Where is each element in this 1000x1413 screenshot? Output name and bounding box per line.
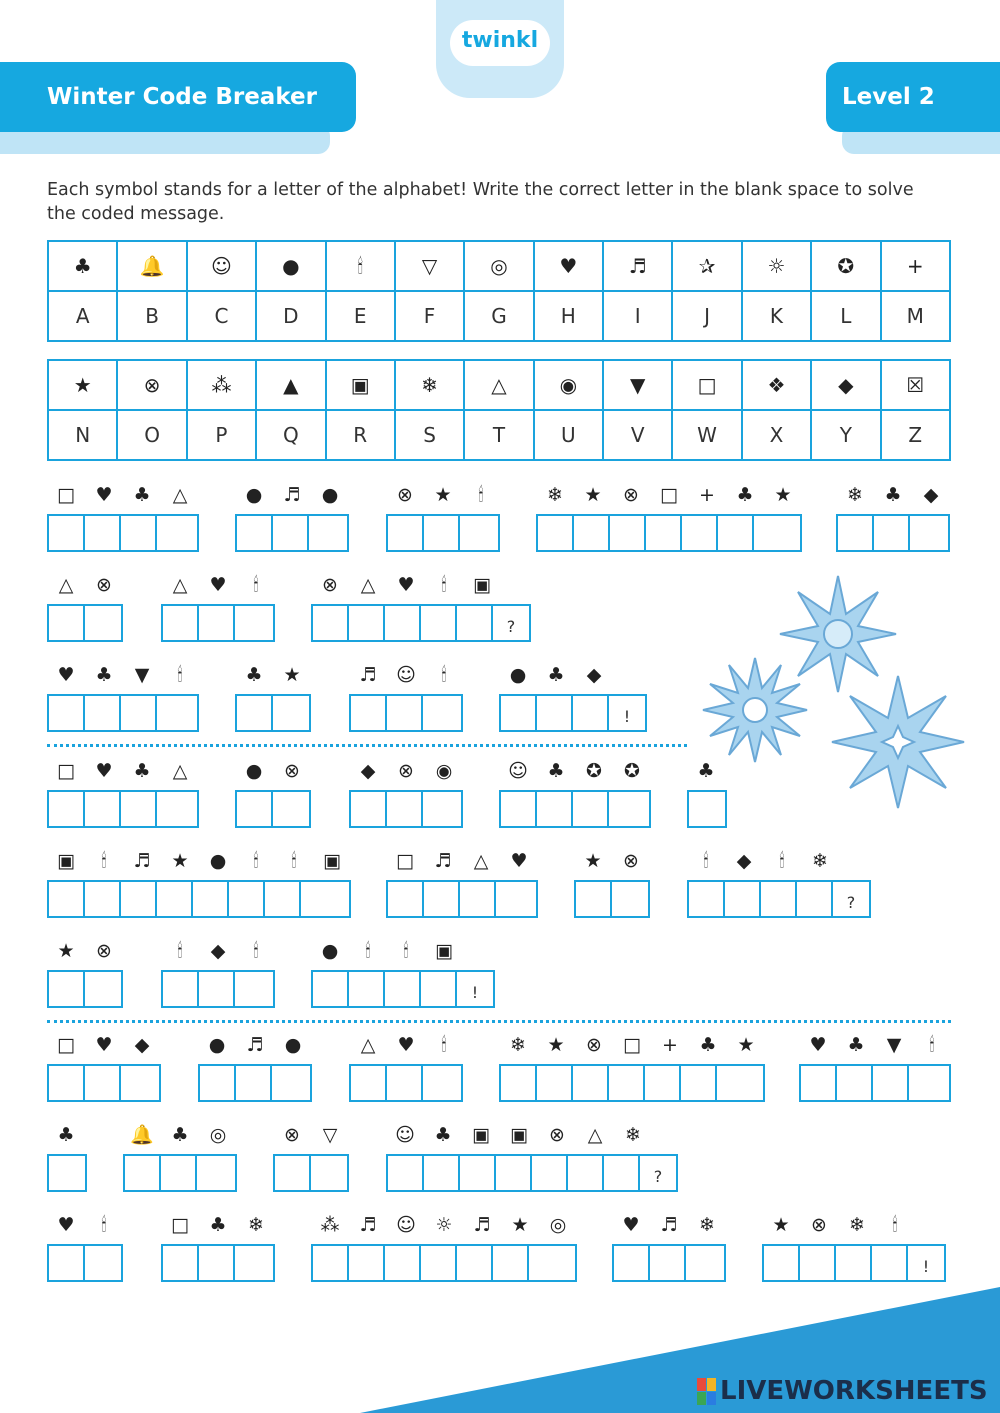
key-symbol: ✪ xyxy=(811,241,880,291)
code-symbol: ● xyxy=(321,484,339,506)
code-symbol: ♣ xyxy=(699,1034,717,1056)
key-symbol: ♬ xyxy=(603,241,672,291)
key-letter: I xyxy=(603,291,672,341)
code-symbol: ♬ xyxy=(359,1214,377,1236)
code-symbol: ◉ xyxy=(435,760,453,782)
key-letter: K xyxy=(742,291,811,341)
code-symbol: ● xyxy=(208,1034,226,1056)
code-symbol: ♣ xyxy=(736,484,754,506)
code-symbol: ☺ xyxy=(396,1214,416,1236)
key-letter: W xyxy=(672,410,741,460)
code-symbol: ♣ xyxy=(171,1124,189,1146)
code-symbol: ♣ xyxy=(133,484,151,506)
key-symbol: ☼ xyxy=(742,241,811,291)
code-symbol: ◆ xyxy=(210,940,226,962)
code-symbol: 🕯 xyxy=(441,664,447,686)
code-symbol: ♥ xyxy=(57,664,75,686)
key-letter: U xyxy=(534,410,603,460)
code-symbol: 🕯 xyxy=(779,850,785,872)
code-symbol: ❄ xyxy=(849,1214,865,1236)
code-symbol: △ xyxy=(58,574,74,596)
code-symbol: ♣ xyxy=(697,760,715,782)
code-symbol: ▽ xyxy=(322,1124,338,1146)
code-symbol: ◎ xyxy=(549,1214,567,1236)
key-symbol: ☒ xyxy=(881,360,951,410)
code-symbol: ✪ xyxy=(624,760,640,782)
code-symbol: ◆ xyxy=(923,484,939,506)
code-symbol: ♥ xyxy=(397,1034,415,1056)
key-letter: D xyxy=(256,291,325,341)
punctuation-box: ? xyxy=(506,617,516,636)
code-symbol: ♬ xyxy=(283,484,301,506)
key-symbol: ◎ xyxy=(464,241,533,291)
code-symbol: ❄ xyxy=(547,484,563,506)
code-symbol: 🕯 xyxy=(291,850,297,872)
key-symbol: △ xyxy=(464,360,533,410)
code-symbol: ● xyxy=(284,1034,302,1056)
key-symbol: ● xyxy=(256,241,325,291)
code-symbol: 🕯 xyxy=(177,940,183,962)
code-symbol: ♣ xyxy=(434,1124,452,1146)
code-symbol: ⊗ xyxy=(623,850,639,872)
code-symbol: ❄ xyxy=(510,1034,526,1056)
code-symbol: □ xyxy=(57,484,75,506)
code-symbol: ♣ xyxy=(133,760,151,782)
code-symbol: ♥ xyxy=(809,1034,827,1056)
code-symbol: 🕯 xyxy=(703,850,709,872)
code-symbol: ⊗ xyxy=(96,574,112,596)
code-symbol: ● xyxy=(245,484,263,506)
key-letter: S xyxy=(395,410,464,460)
key-letter: V xyxy=(603,410,672,460)
key-symbol: ◆ xyxy=(811,360,880,410)
code-symbol: ● xyxy=(509,664,527,686)
code-symbol: ⊗ xyxy=(811,1214,827,1236)
code-symbol: ♥ xyxy=(622,1214,640,1236)
code-symbol: 🕯 xyxy=(365,940,371,962)
key-letter: A xyxy=(48,291,117,341)
code-symbol: ⊗ xyxy=(322,574,338,596)
code-symbol: ♣ xyxy=(547,664,565,686)
key-symbol: 🔔 xyxy=(117,241,186,291)
code-symbol: ⊗ xyxy=(397,484,413,506)
code-symbol: △ xyxy=(473,850,489,872)
key-symbol: □ xyxy=(672,360,741,410)
key-letter: Y xyxy=(811,410,880,460)
key-symbol: ✰ xyxy=(672,241,741,291)
code-symbol: ♬ xyxy=(473,1214,491,1236)
code-symbol: ♬ xyxy=(660,1214,678,1236)
code-symbol: ❄ xyxy=(847,484,863,506)
key-symbol: ▣ xyxy=(326,360,395,410)
key-letter: Z xyxy=(881,410,951,460)
code-symbol: ♣ xyxy=(209,1214,227,1236)
code-symbol: ♣ xyxy=(245,664,263,686)
code-symbol: ☺ xyxy=(508,760,528,782)
code-symbol: ♥ xyxy=(57,1214,75,1236)
key-symbol: ▲ xyxy=(256,360,325,410)
key-letter: R xyxy=(326,410,395,460)
code-symbol: ▣ xyxy=(473,574,491,596)
code-symbol: ♣ xyxy=(847,1034,865,1056)
code-symbol: ♥ xyxy=(95,1034,113,1056)
code-symbol: 🕯 xyxy=(403,940,409,962)
code-symbol: ⊗ xyxy=(284,760,300,782)
key-symbol: + xyxy=(881,241,951,291)
code-symbol: 🕯 xyxy=(253,940,259,962)
code-symbol: + xyxy=(662,1034,678,1056)
key-letter: B xyxy=(117,291,186,341)
code-symbol: △ xyxy=(172,760,188,782)
code-symbol: ★ xyxy=(584,484,602,506)
code-symbol: ★ xyxy=(283,664,301,686)
code-symbol: ♥ xyxy=(95,760,113,782)
key-symbol: ❖ xyxy=(742,360,811,410)
code-symbol: ▣ xyxy=(435,940,453,962)
code-symbol: ▼ xyxy=(886,1034,902,1056)
code-symbol: 🕯 xyxy=(101,1214,107,1236)
code-symbol: ❄ xyxy=(625,1124,641,1146)
code-symbol: ★ xyxy=(584,850,602,872)
code-symbol: □ xyxy=(660,484,678,506)
code-symbol: 🕯 xyxy=(478,484,484,506)
code-symbol: 🕯 xyxy=(441,574,447,596)
code-symbol: 🕯 xyxy=(101,850,107,872)
code-symbol: □ xyxy=(623,1034,641,1056)
code-symbol: 🕯 xyxy=(892,1214,898,1236)
code-symbol: ★ xyxy=(547,1034,565,1056)
key-letter: H xyxy=(534,291,603,341)
punctuation-box: ? xyxy=(846,893,856,912)
code-symbol: □ xyxy=(396,850,414,872)
key-symbol: ♥ xyxy=(534,241,603,291)
code-symbol: ❄ xyxy=(248,1214,264,1236)
code-symbol: ★ xyxy=(434,484,452,506)
key-letter: J xyxy=(672,291,741,341)
key-letter: E xyxy=(326,291,395,341)
instructions: Each symbol stands for a letter of the alphabet! Write the correct letter in the blank space to solve the coded message. xyxy=(47,180,914,224)
key-letter: L xyxy=(811,291,880,341)
code-symbol: ⊗ xyxy=(623,484,639,506)
key-letter: O xyxy=(117,410,186,460)
code-symbol: △ xyxy=(172,484,188,506)
key-letter: M xyxy=(881,291,951,341)
key-letter: Q xyxy=(256,410,325,460)
code-symbol: △ xyxy=(587,1124,603,1146)
key-symbol: 🕯 xyxy=(326,241,395,291)
code-symbol: ⊗ xyxy=(284,1124,300,1146)
code-symbol: ⁂ xyxy=(320,1214,340,1236)
code-symbol: ★ xyxy=(774,484,792,506)
liveworksheets-brand: LIVEWORKSHEETS xyxy=(720,1376,988,1406)
code-symbol: ▣ xyxy=(510,1124,528,1146)
code-symbol: 🕯 xyxy=(177,664,183,686)
code-symbol: ❄ xyxy=(699,1214,715,1236)
code-symbol: ● xyxy=(245,760,263,782)
code-symbol: ♣ xyxy=(95,664,113,686)
code-symbol: ⊗ xyxy=(549,1124,565,1146)
code-symbol: ★ xyxy=(57,940,75,962)
code-symbol: ● xyxy=(321,940,339,962)
code-symbol: ⊗ xyxy=(586,1034,602,1056)
code-symbol: ◆ xyxy=(736,850,752,872)
code-symbol: 🕯 xyxy=(441,1034,447,1056)
code-symbol: △ xyxy=(360,574,376,596)
key-symbol: ▽ xyxy=(395,241,464,291)
code-symbol: ✪ xyxy=(586,760,602,782)
key-symbol: ▼ xyxy=(603,360,672,410)
key-symbol: ⁂ xyxy=(187,360,256,410)
code-symbol: ◆ xyxy=(134,1034,150,1056)
key-letter: N xyxy=(48,410,117,460)
code-symbol: ⊗ xyxy=(96,940,112,962)
code-symbol: ♥ xyxy=(95,484,113,506)
code-symbol: ⊗ xyxy=(398,760,414,782)
code-symbol: ♣ xyxy=(884,484,902,506)
key-symbol: ❄ xyxy=(395,360,464,410)
code-symbol: ▣ xyxy=(323,850,341,872)
twinkl-logo: twinkl xyxy=(461,28,539,53)
code-symbol: ▣ xyxy=(57,850,75,872)
key-letter: C xyxy=(187,291,256,341)
code-symbol: 🕯 xyxy=(253,574,259,596)
liveworksheets-logo-icon xyxy=(697,1378,717,1406)
code-symbol: ◎ xyxy=(209,1124,227,1146)
code-symbol: ★ xyxy=(171,850,189,872)
key-letter: F xyxy=(395,291,464,341)
code-symbol: □ xyxy=(57,760,75,782)
key-symbol: ★ xyxy=(48,360,117,410)
code-symbol: ☺ xyxy=(395,1124,415,1146)
code-symbol: ▼ xyxy=(134,664,150,686)
code-symbol: ◆ xyxy=(360,760,376,782)
code-symbol: ▣ xyxy=(472,1124,490,1146)
code-symbol: △ xyxy=(360,1034,376,1056)
code-symbol: ♬ xyxy=(359,664,377,686)
code-symbol: + xyxy=(699,484,715,506)
key-letter: T xyxy=(464,410,533,460)
code-symbol: □ xyxy=(57,1034,75,1056)
code-symbol: ♥ xyxy=(510,850,528,872)
code-symbol: 🕯 xyxy=(253,850,259,872)
code-symbol: ♣ xyxy=(57,1124,75,1146)
punctuation-box: ! xyxy=(623,707,631,726)
punctuation-box: ? xyxy=(653,1167,663,1186)
key-symbol: ⊗ xyxy=(117,360,186,410)
code-symbol: □ xyxy=(171,1214,189,1236)
code-symbol: ♬ xyxy=(246,1034,264,1056)
code-symbol: ★ xyxy=(511,1214,529,1236)
code-symbol: ♣ xyxy=(547,760,565,782)
code-symbol: ◆ xyxy=(586,664,602,686)
code-symbol: ♥ xyxy=(397,574,415,596)
code-symbol: ♬ xyxy=(133,850,151,872)
code-symbol: ★ xyxy=(772,1214,790,1236)
code-symbol: △ xyxy=(172,574,188,596)
punctuation-box: ! xyxy=(471,983,479,1002)
key-symbol: ◉ xyxy=(534,360,603,410)
code-symbol: 🕯 xyxy=(929,1034,935,1056)
key-symbol: ♣ xyxy=(48,241,117,291)
punctuation-box: ! xyxy=(922,1257,930,1276)
key-letter: X xyxy=(742,410,811,460)
code-symbol: ☺ xyxy=(396,664,416,686)
level-label: Level 2 xyxy=(842,84,935,110)
code-symbol: ● xyxy=(209,850,227,872)
key-symbol: ☺ xyxy=(187,241,256,291)
code-symbol: ★ xyxy=(737,1034,755,1056)
code-symbol: ♬ xyxy=(434,850,452,872)
code-symbol: ❄ xyxy=(812,850,828,872)
code-symbol: 🔔 xyxy=(130,1124,154,1146)
code-symbol: ♥ xyxy=(209,574,227,596)
key-letter: P xyxy=(187,410,256,460)
code-symbol: ☼ xyxy=(435,1214,453,1236)
page-title: Winter Code Breaker xyxy=(47,84,317,110)
key-letter: G xyxy=(464,291,533,341)
